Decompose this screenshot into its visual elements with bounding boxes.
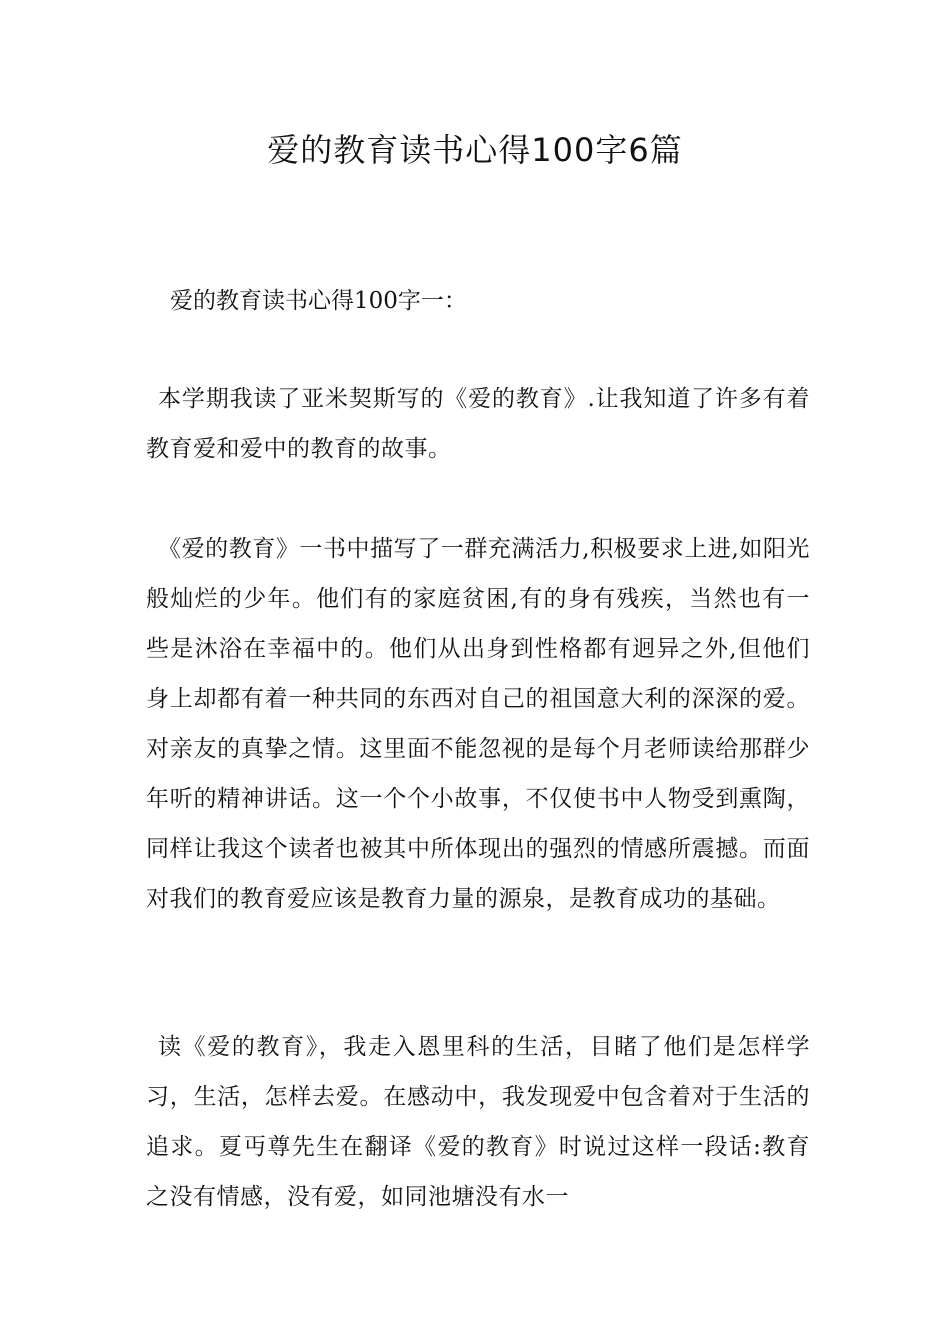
paragraph-3: 读《爱的教育》，我走入恩里科的生活，目睹了他们是怎样学习，生活，怎样去爱。在感动中，我发现爱中包含着对于生活的追求。夏丏尊先生在翻译《爱的教育》时说过这样一段话:教育之没有情感，没有爱，如同池塘没有水一 — [146, 1034, 810, 1210]
section-heading: 爱的教育读书心得100字一： — [170, 288, 467, 314]
paragraph-1: 本学期我读了亚米契斯写的《爱的教育》.让我知道了许多有着教育爱和爱中的教育的故事。 — [146, 386, 810, 462]
document-title: 爱的教育读书心得100字6篇 — [267, 131, 683, 169]
paragraph-2: 《爱的教育》一书中描写了一群充满活力,积极要求上进,如阳光般灿烂的少年。他们有的家庭贫困,有的身有残疾，当然也有一些是沐浴在幸福中的。他们从出身到性格都有迥异之外,但他们身上却都有着一种共同的东西对自己的祖国意大利的深深的爱。对亲友的真挚之情。这里面不能忽视的是每个月老师读给那群少年听的精神讲话。这一个个小故事，不仅使书中人物受到熏陶，同样让我这个读者也被其中所体现出的强烈的情感所震撼。而面对我们的教育爱应该是教育力量的源泉，是教育成功的基础。 — [146, 536, 810, 912]
